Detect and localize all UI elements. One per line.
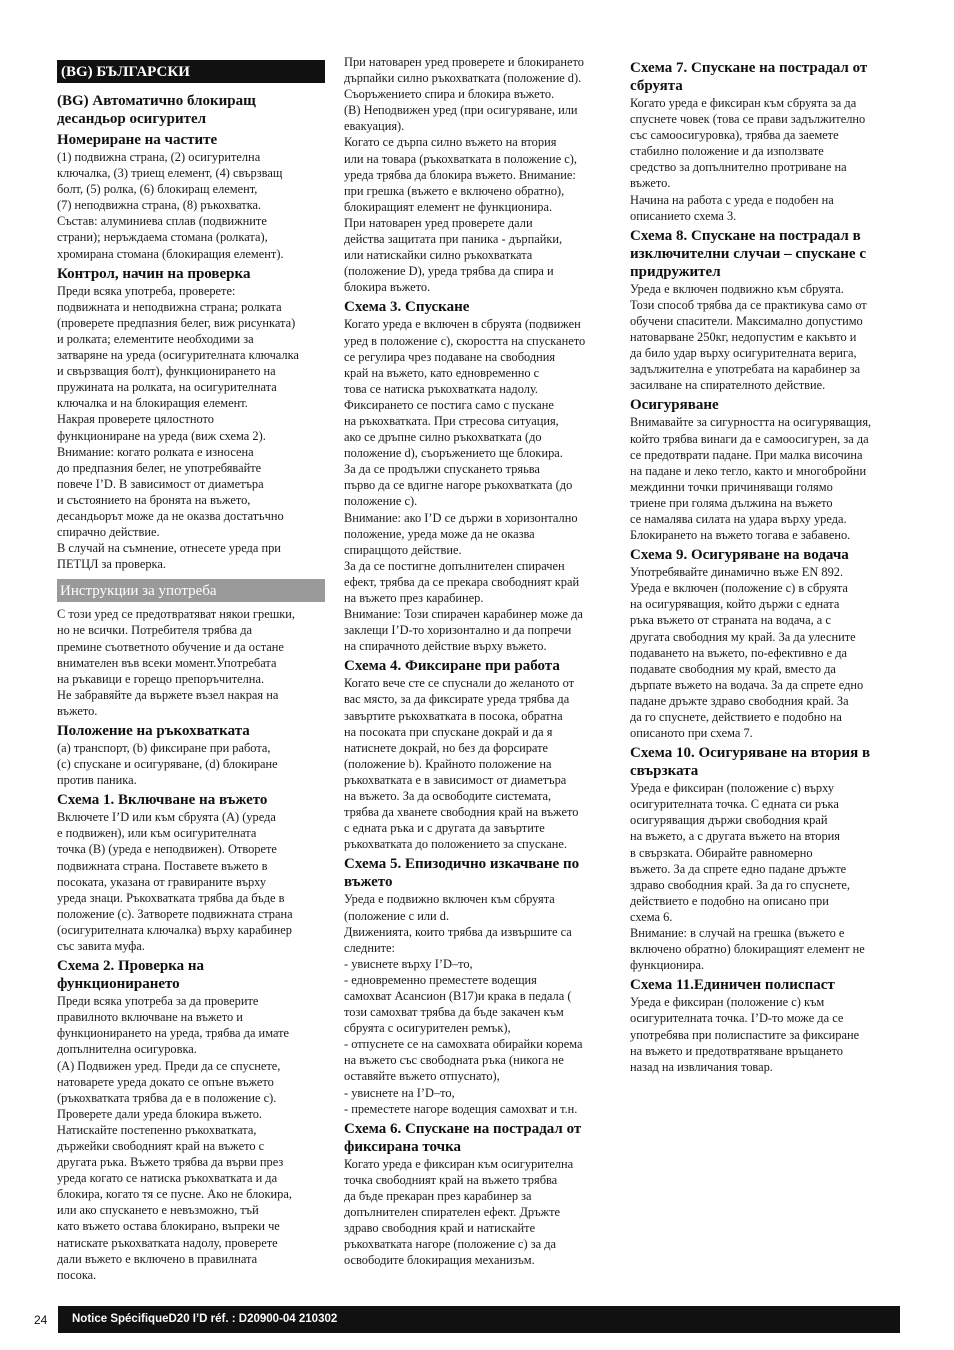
section-text-scheme-2-cont: При натоварен уред проверете и блокирането дърпайки силно ръкохватката (положение d). Съоръжението спира и блокира въжето. (B) Неподвижен уред (при осигуряване, или евакуация). Когато се дърпа силно въжето на втория или на товара (ръкохватката в положение с), уреда трябва да блокира въжето. Внимание: при грешка (въжето е включено обратно), блокиращият елемент не функционира. При натоварен уред проверете дали действа защитата при паника - дърпайки, или натискайки силно ръкохватката (положение D), уреда трябва да спира и блокира въжето. bbox=[344, 55, 584, 295]
section-text-scheme-5: Уреда е подвижно включен към сбруята (положение с или d. Движенията, които трябва да извършите са следните: - увиснете върху I’D–то, - едновременно преместете водещия самохват Асансион (B17)и крака в педала ( този самохват трябва да бъде закачен към сбруята с осигурителен ремък), - отпуснете се на самохвата обирайки корема на въжето със свободната ръка (никога не оставяйте въжето отпуснато), - увиснете на I’D–то, - преместете нагоре водещия самохват и т.н. bbox=[344, 892, 583, 1116]
section-text-control: Преди всяка употреба, проверете: подвижната и неподвижна страна; ролката (проверете предпазния белег, виж рисунката) и ролката; елементите необходими за затваряне на уреда (осигурителната ключалка и свързващия болт), функционирането на пружината на ролката, на осигурителната ключалка и на блокиращия елемент. Накрая проверете цялостното функциониране на уреда (виж схема 2). Внимание: когато ролката е износена до предпазния белег, не употребявайте повече I’D. В зависимост от диаметъра и състоянието на бронята на въжето, десандьорът може да не оказва достатъчно спирачно действие. В случай на съмнение, отнесете уреда при ПЕТЦЛ за проверка. bbox=[57, 283, 299, 572]
section-text-scheme-8: Уреда е включен подвижно към сбруята. Този способ трябва да се практикува само от обучени спасители. Максимално допустимо натоварване 250кг, недопустим е какъвто и да било удар върху осигурителната верига, задължителна е употребата на карабинер за засилване на спирателното действие. bbox=[630, 281, 867, 393]
section-text-scheme-1: Включете I’D или към сбруята (A) (уреда е подвижен), или към осигурителната точка (B) (уреда е неподвижен). Отворете подвижната страна. Поставете въжето в посоката, указана от гравираните върху уреда знаци. Ръкохватката трябва да бъде в положение (с). Затворете подвижната страна (осигурителната ключалка) върху карабинер със завита муфа. bbox=[57, 810, 293, 954]
section-text-scheme-2: Преди всяка употреба за да проверите правилното включване на въжето и функционирането на уреда, трябва да имате допълнителна осигуровка. (A) Подвижен уред. Преди да се спуснете, натоварете уреда докато се опъне въжето (ръкохватката трябва да е в положение с). Проверете дали уреда блокира въжето. Натискайте постепенно ръкохватката, държейки свободният край на въжето с другата ръка. Въжето трябва да върви през уреда когато се натиска ръкохватката и да блокира, когато тя се пусне. Ако не блокира, или ако спускането е невъзможно, тъй като въжето остава блокирано, въпреки че натискате ръкохватката надолу, проверете дали въжето е включено в правилната посока. bbox=[57, 994, 292, 1282]
language-banner: (BG) БЪЛГАРСКИ bbox=[57, 60, 325, 83]
section-title-scheme-3: Схема 3. Спускане bbox=[344, 299, 470, 316]
section-text-handle-position: (а) транспорт, (b) фиксиране при работа, (с) спускане и осигуряване, (d) блокиране против паника. bbox=[57, 741, 278, 788]
section-title-scheme-8: Схема 8. Спускане на пострадал в изключителни случаи – спускане с придружител bbox=[630, 227, 866, 280]
section-title-scheme-5: Схема 5. Епизодично изкачване по въжето bbox=[344, 856, 580, 891]
section-text-scheme-11: Уреда е фиксиран (положение с) към осигурителната точка. I’D-то може да се употребява при полиспастите за фиксиране на въжето и предотвратяване връщането назад на извличания товар. bbox=[630, 995, 860, 1074]
section-text-scheme-7: Когато уреда е фиксиран към сбруята за да спуснете човек (това се прави задължително със самоосигуровка), трябва да заемете стабилно положение и да използвате средство за допълнително протриване на въжето. Начина на работа с уреда е подобен на описанието схема 3. bbox=[630, 96, 866, 223]
section-text-instructions: С този уред се предотвратяват някои грешки, но не всички. Потребителя трябва да премине съответното обучение и да остане внимателен във всеки момент.Употребата на ръкавици е горещо препоръчителна. Не забравяйте да вържете възел накрая на въжето. bbox=[57, 607, 295, 718]
instructions-banner: Инструкции за употреба bbox=[57, 579, 325, 602]
section-title-scheme-9: Схема 9. Осигуряване на водача bbox=[630, 547, 849, 564]
page-number: 24 bbox=[34, 1313, 48, 1327]
section-title-handle-position: Положение на ръкохватката bbox=[57, 723, 250, 739]
section-text-scheme-3: Когато уреда е включен в сбруята (подвижен уред в положение с), скоростта на спускането се регулира чрез подаване на свободния край на въжето, като едновременно с това се натиска ръкохватката надолу. Фиксирането се постига само с пускане на ръкохватката. При стресова ситуация, ако се дръпне силно ръкохватката (до положение d), съоръжението ще блокира. За да се продължи спускането тряьва първо да се вдигне нагоре ръкохватката (до положение с). Внимание: ако I’D се държи в хоризонтално положение, уреда може да не оказва спирацщото действие. За да се постигне допълнителен спирачен ефект, трябва да се прекара свободният край на въжето през карабинер. Внимание: Този спирачен карабинер може да заклещи I’D-то хоризонтално и да попречи на спирачното действие върху въжето. bbox=[344, 317, 586, 654]
section-text-belaying: Внимавайте за сигурността на осигуряващия, който трябва винаги да е самоосигурен, за да се предотврати падане. При малка височина на падане и леко тегло, както и многобройни междинни точки причиняващи голямо триене при голяма дължина на въжето се намалява силата на удара върху уреда. Блокирането на въжето тогава е забавено. bbox=[630, 415, 872, 543]
section-title-scheme-1: Схема 1. Включване на въжето bbox=[57, 792, 268, 809]
section-text-scheme-9: Употребявайте динамично въже EN 892. Уреда е включен (положение с) в сбруята на осигуряващия, който държи с едната ръка въжето от страната на водача, а с другата свободния му край. За да улесните подаването на въжето, по-ефективно е да подавате свободния му край, вместо да дърпате въжето на водача. За да спрете едно падане дръжте здраво свободния край. За да го спуснете, действието е подобно на описаното при схема 7. bbox=[630, 565, 864, 741]
section-title-belaying: Осигуряване bbox=[630, 397, 719, 414]
section-title-scheme-6: Схема 6. Спускане на пострадал от фиксирана точка bbox=[344, 1120, 582, 1155]
section-title-scheme-4: Схема 4. Фиксиране при работа bbox=[344, 658, 560, 675]
section-title-scheme-11: Схема 11.Единичен полиспаст bbox=[630, 977, 835, 994]
column-right bbox=[630, 56, 900, 1075]
section-title-scheme-2: Схема 2. Проверка на функционирането bbox=[57, 958, 205, 993]
column-middle bbox=[344, 54, 612, 1268]
section-text-parts: (1) подвижна страна, (2) осигурителна ключалка, (3) триещ елемент, (4) свързващ болт, (5) ролка, (6) блокиращ елемент, (7) неподвижна страна, (8) ръкохватка. Състав: алуминиева сплав (подвижните страни); неръждаема стомана (ролката), хромирана стомана (блокиращия елемент). bbox=[57, 150, 284, 261]
footer-bar: Notice SpécifiqueD20 I’D réf. : D20900-04 210302 bbox=[58, 1306, 900, 1333]
section-text-scheme-4: Когато вече сте се спуснали до желаното от вас място, за да фиксирате уреда трябва да завъртите ръкохватката в посока, обратна на посоката при спускане докрай и да я натиснете докрай, но без да форсирате (положение b). Крайното положение на ръкохватката е в зависимост от диаметъра на въжето. За да освободите системата, трябва да хванете свободния край на въжето с едната ръка и с другата да завъртите ръкохватката до положението за спускане. bbox=[344, 676, 579, 852]
section-title-intro: (BG) Автоматично блокиращ десандьор осигурител bbox=[57, 93, 256, 127]
section-text-scheme-6: Когато уреда е фиксиран към осигурителна точка свободният край на въжето трябва да бъде прекаран през карабинер за допълнителен спирателен ефект. Дръжте здраво свободния край и натискайте ръкохватката нагоре (положение с) за да освободите блокиращия механизъм. bbox=[344, 1156, 574, 1268]
section-title-scheme-7: Схема 7. Спускане на пострадал от сбруята bbox=[630, 60, 868, 94]
section-title-control: Контрол, начин на проверка bbox=[57, 265, 251, 282]
section-text-scheme-10: Уреда е фиксиран (положение с) върху осигурителната точка. С едната си ръка осигуряващия държи свободния край на въжето, а с другата въжето на втория в свързката. Обирайте равномерно въжето. За да спрете едно падане дръжте здраво свободния край. За да го спуснете, действието е подобно на описано при схема 6. Внимание: в случай на грешка (въжето е включено обратно) блокиращият елемент не функционира. bbox=[630, 781, 865, 973]
section-title-scheme-10: Схема 10. Осигуряване на втория в свързката bbox=[630, 745, 871, 780]
section-title-parts: Номериране на частите bbox=[57, 132, 218, 148]
column-left bbox=[57, 56, 325, 1283]
